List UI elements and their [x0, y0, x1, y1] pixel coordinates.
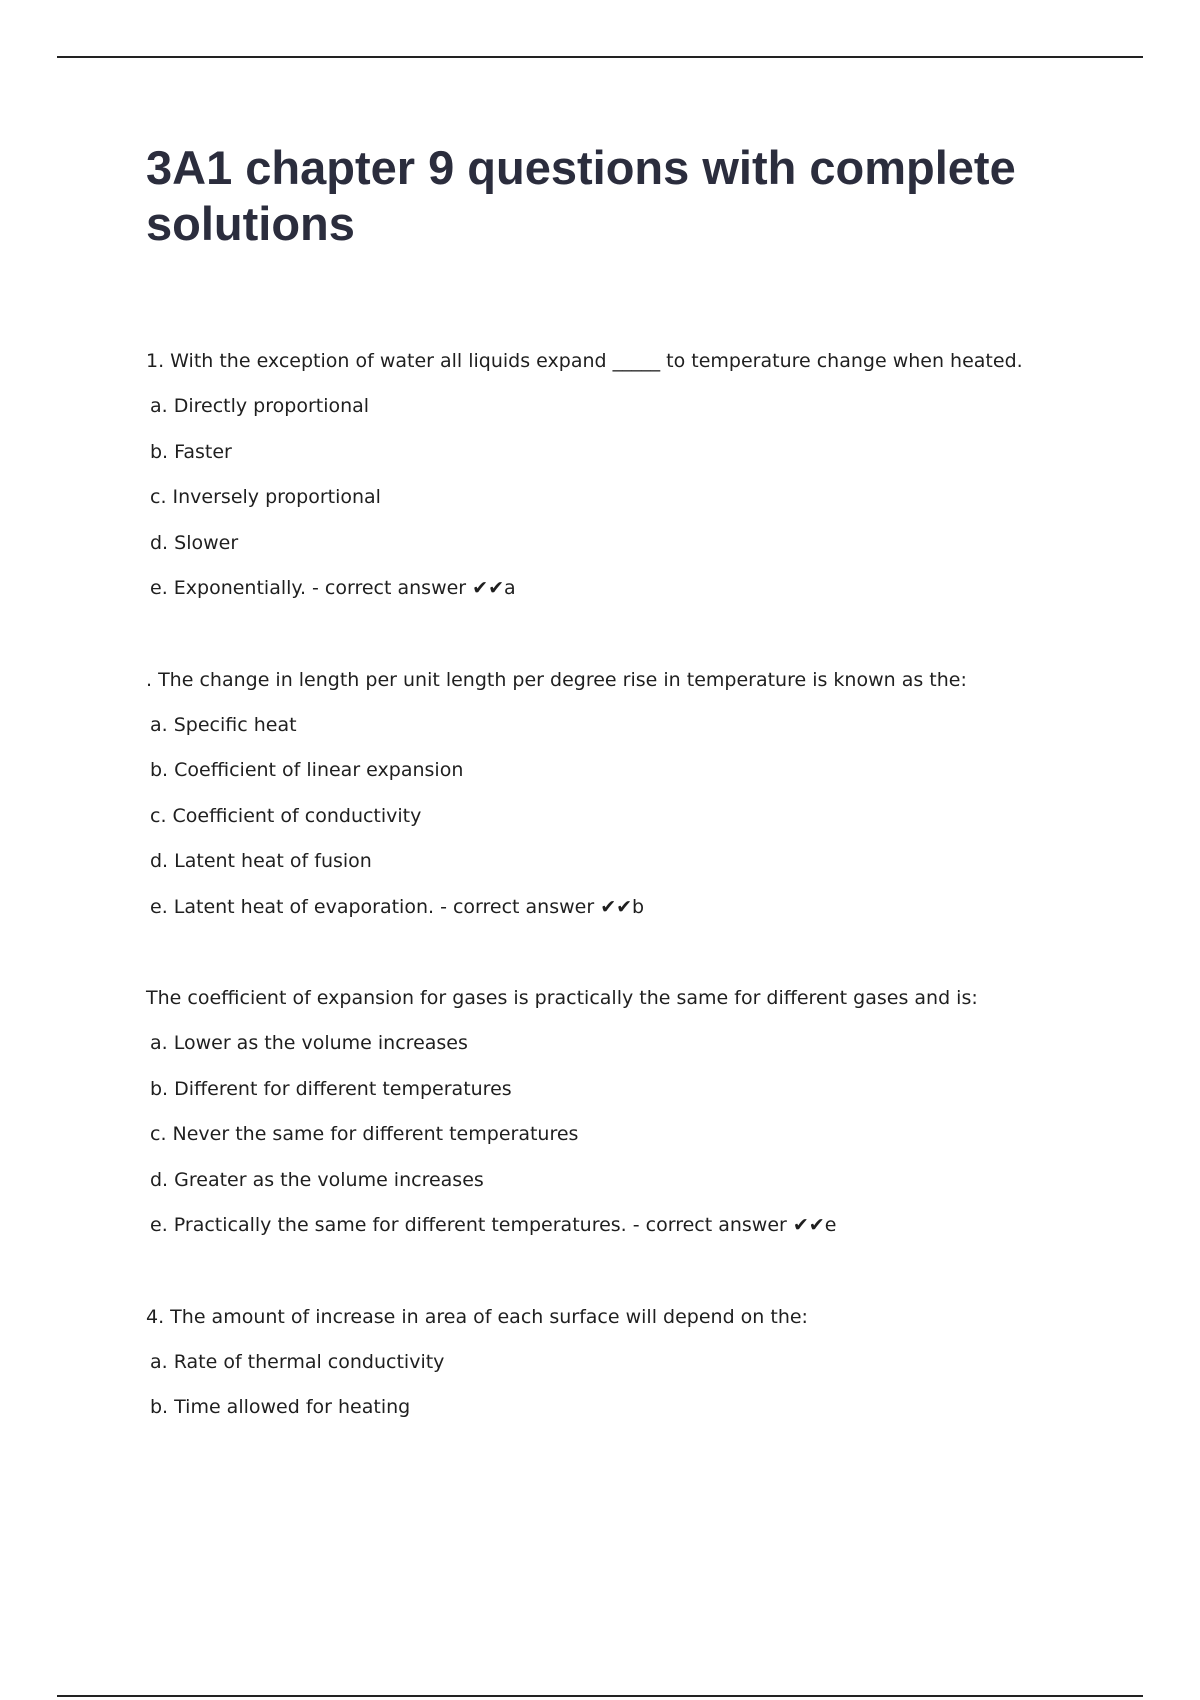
option-a: a. Specific heat: [150, 713, 297, 736]
option-d: d. Latent heat of fusion: [150, 850, 372, 872]
top-divider: [57, 56, 1143, 58]
option-a: a. Lower as the volume increases: [150, 1032, 468, 1054]
option-e-with-answer: e. Practically the same for different temperatures. - correct answer ✔✔e: [150, 1214, 837, 1236]
question-text: The coefficient of expansion for gases is practically the same for different gases and is:: [146, 987, 978, 1009]
option-e-with-answer: e. Latent heat of evaporation. - correct answer ✔✔b: [150, 895, 645, 918]
bottom-divider: [57, 1695, 1143, 1697]
option-d: d. Greater as the volume increases: [150, 1168, 484, 1191]
question-2: [146, 665, 1126, 938]
question-3: [146, 983, 1126, 1256]
question-text: . The change in length per unit length per degree rise in temperature is known as the:: [146, 668, 967, 691]
option-a: a. Directly proportional: [150, 395, 370, 417]
option-d: d. Slower: [150, 531, 239, 554]
question-1: [146, 346, 1126, 619]
question-4: [146, 1302, 1126, 1438]
option-b: b. Faster: [150, 440, 232, 463]
option-a: a. Rate of thermal conductivity: [150, 1350, 445, 1373]
question-text: 4. The amount of increase in area of each surface will depend on the:: [146, 1305, 808, 1328]
question-list: [146, 346, 1126, 1438]
option-e-with-answer: e. Exponentially. - correct answer ✔✔a: [150, 577, 516, 599]
option-c: c. Never the same for different temperatures: [150, 1123, 579, 1145]
document-title: 3A1 chapter 9 questions with complete solutions: [146, 141, 1016, 250]
option-c: c. Inversely proportional: [150, 486, 381, 508]
option-b: b. Coefficient of linear expansion: [150, 759, 464, 781]
option-b: b. Time allowed for heating: [150, 1396, 411, 1418]
option-c: c. Coefficient of conductivity: [150, 804, 422, 827]
option-b: b. Different for different temperatures: [150, 1077, 512, 1100]
question-text: 1. With the exception of water all liquids expand _____ to temperature change when heated.: [146, 350, 1023, 372]
